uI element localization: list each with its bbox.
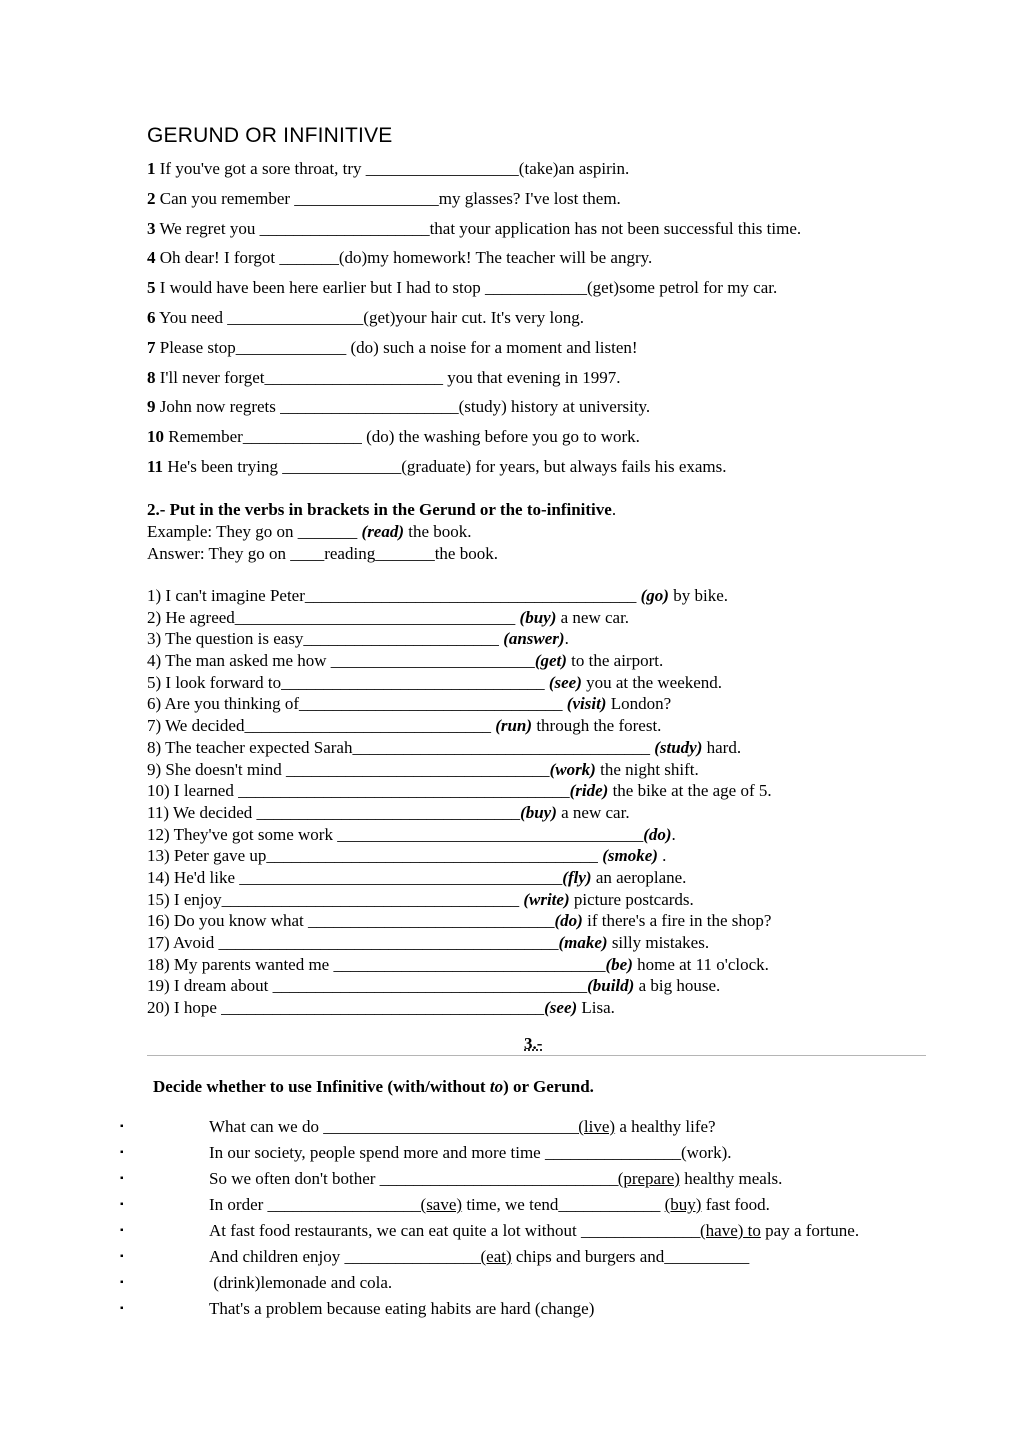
item-segment: a healthy life? [615, 1117, 716, 1136]
item-verb: (see) [548, 672, 582, 692]
item-text: 4) The man asked me how ________________________ [147, 651, 535, 671]
list-item [147, 932, 987, 954]
list-item [147, 975, 987, 997]
item-tail: London? [606, 694, 672, 714]
item-text: 5) I look forward to_______________________________ [147, 672, 549, 692]
item-tail: picture postcards. [569, 889, 694, 909]
bullet-item [0, 1297, 1020, 1323]
item-tail: . [657, 846, 667, 866]
list-item [147, 780, 987, 802]
bullet-item [0, 1167, 1020, 1193]
item-segment: pay a fortune. [760, 1221, 860, 1240]
exercise-1-item [147, 278, 987, 308]
list-item [147, 607, 987, 629]
exercise-1-item [147, 457, 987, 487]
item-verb: (ride) [569, 781, 609, 801]
item-number: 3 [147, 218, 156, 238]
item-tail: . [671, 824, 676, 844]
page-title: GERUND OR INFINITIVE [147, 124, 393, 147]
item-verb: (save) [420, 1195, 463, 1214]
list-item [147, 693, 987, 715]
heading-emphasis: to [489, 1077, 504, 1096]
example-verb: (read) [361, 522, 405, 541]
item-text: 14) He'd like ______________________________________ [147, 867, 563, 887]
item-verb: (work) [549, 759, 596, 779]
item-tail: Lisa. [577, 998, 615, 1018]
heading-tail: ) or Gerund. [503, 1077, 594, 1096]
bullet-icon: ▪ [120, 1199, 124, 1210]
item-text: 2) He agreed_________________________________ [147, 607, 520, 627]
item-text: 16) Do you know what _____________________________ [147, 911, 555, 931]
item-text: (drink)lemonade and cola. [209, 1273, 393, 1292]
list-item [147, 824, 987, 846]
item-text: 13) Peter gave up_______________________________________ [147, 846, 603, 866]
item-segment: fast food. [701, 1195, 770, 1214]
bullet-icon: ▪ [120, 1121, 124, 1132]
item-verb: (answer) [503, 629, 565, 649]
bullet-icon: ▪ [120, 1225, 124, 1236]
bullet-icon: ▪ [120, 1277, 124, 1288]
item-verb: (do) [554, 911, 583, 931]
item-text: 15) I enjoy___________________________________ [147, 889, 524, 909]
exercise-3-list [0, 1115, 1020, 1323]
bullet-icon: ▪ [120, 1147, 124, 1158]
item-text: 17) Avoid ________________________________________ [147, 933, 559, 952]
item-tail: a big house. [634, 976, 721, 996]
bullet-item [0, 1115, 1020, 1141]
item-verb: (make) [558, 933, 608, 952]
item-verb: (eat) [480, 1247, 512, 1266]
item-verb: (have) [700, 1221, 744, 1240]
bullet-item [0, 1141, 1020, 1167]
item-verb: (prepare) [617, 1169, 680, 1188]
item-segment: So we often don't bother ____________________________ [209, 1169, 618, 1188]
item-text: Please stop_____________ (do) such a noise for a moment and listen! [159, 337, 638, 357]
item-verb: (be) [605, 954, 633, 974]
item-number: 6 [147, 307, 156, 327]
item-verb: (write) [523, 889, 570, 909]
exercise-1-item [147, 219, 987, 249]
bullet-icon: ▪ [120, 1173, 124, 1184]
item-segment: And children enjoy ________________ [209, 1247, 481, 1266]
example-text: Example: They go on _______ [147, 522, 362, 541]
item-number: 11 [147, 456, 164, 476]
item-tail: the bike at the age of 5. [608, 781, 772, 801]
item-text: 3) The question is easy_______________________ [147, 629, 504, 649]
item-tail: through the forest. [532, 716, 662, 736]
bullet-icon: ▪ [120, 1303, 124, 1314]
item-text: 8) The teacher expected Sarah___________________________________ [147, 737, 655, 757]
item-text: In our society, people spend more and more time ________________(work). [209, 1143, 732, 1162]
item-tail: you at the weekend. [581, 672, 723, 692]
item-text: 7) We decided_____________________________ [147, 716, 496, 736]
item-text [209, 1167, 782, 1191]
bullet-item [0, 1193, 1020, 1219]
list-item [147, 737, 987, 759]
item-text: 6) Are you thinking of_______________________________ [147, 694, 567, 714]
item-tail: by bike. [668, 586, 728, 605]
item-verb: (do) [643, 824, 672, 844]
item-number: 9 [147, 397, 156, 417]
item-verb: (study) [654, 737, 703, 757]
exercise-1-item [147, 338, 987, 368]
item-number: 1 [147, 159, 156, 178]
item-text: 20) I hope ______________________________________ [147, 998, 545, 1018]
item-verb: (get) [534, 651, 567, 671]
list-item [147, 715, 987, 737]
item-tail: hard. [702, 737, 742, 757]
example-line [147, 521, 987, 543]
item-number: 4 [147, 248, 156, 268]
exercise-1-item [147, 189, 987, 219]
item-verb: (live) [578, 1117, 616, 1136]
exercise-3-heading [153, 1077, 594, 1097]
item-tail: the night shift. [595, 759, 699, 779]
item-text [209, 1193, 770, 1217]
example-tail: the book. [404, 522, 472, 541]
item-tail: if there's a fire in the shop? [582, 911, 772, 931]
item-text: John now regrets _____________________(study) history at university. [159, 397, 651, 417]
item-number: 8 [147, 367, 156, 387]
list-item [147, 628, 987, 650]
item-tail: to the airport. [566, 651, 664, 671]
item-text: 18) My parents wanted me ________________________________ [147, 954, 606, 974]
item-tail: a new car. [556, 607, 630, 627]
item-number: 10 [147, 427, 164, 447]
item-text: We regret you ____________________that your application has not been successful this time. [159, 218, 802, 238]
item-segment: time, we tend____________ [462, 1195, 665, 1214]
exercise-1-item [147, 308, 987, 338]
item-segment: healthy meals. [679, 1169, 783, 1188]
list-item [147, 585, 987, 607]
item-verb: (visit) [566, 694, 607, 714]
item-segment: In order __________________ [209, 1195, 421, 1214]
list-item [147, 650, 987, 672]
exercise-2-heading-end: . [611, 500, 617, 519]
item-verb: (smoke) [602, 846, 658, 866]
item-number: 2 [147, 188, 156, 208]
item-text: 12) They've got some work ____________________________________ [147, 824, 644, 844]
answer-blank: __________ [664, 1247, 750, 1266]
item-tail: home at 11 o'clock. [632, 954, 769, 974]
list-item [147, 867, 987, 889]
list-item [147, 997, 987, 1019]
exercise-1-item [147, 368, 987, 398]
item-verb: (buy) [519, 607, 557, 627]
item-text: I would have been here earlier but I had to stop ____________(get)some petrol for my car. [159, 278, 778, 298]
bullet-item [0, 1245, 1020, 1271]
exercise-2-heading-text: 2.- Put in the verbs in brackets in the Gerund or the to-infinitive [147, 500, 612, 519]
list-item [147, 954, 987, 976]
section-3-label: 3.- [524, 1034, 543, 1053]
bullet-item [0, 1271, 1020, 1297]
list-item [147, 845, 987, 867]
item-text: If you've got a sore throat, try __________________(take)an aspirin. [159, 159, 630, 178]
item-segment: At fast food restaurants, we can eat quite a lot without ______________ [209, 1221, 700, 1240]
heading-text: Decide whether to use Infinitive (with/without [153, 1077, 490, 1096]
item-text: Oh dear! I forgot _______(do)my homework! The teacher will be angry. [159, 248, 653, 268]
item-verb: (go) [640, 586, 669, 605]
item-segment: What can we do ______________________________ [209, 1117, 579, 1136]
exercise-2 [147, 499, 987, 1019]
item-verb: (buy) [520, 802, 557, 822]
item-text: 1) I can't imagine Peter_______________________________________ [147, 586, 641, 605]
item-text: 10) I learned _______________________________________ [147, 781, 570, 801]
exercise-2-list [147, 585, 987, 1019]
item-verb: (fly) [562, 867, 592, 887]
item-text: Can you remember _________________my glasses? I've lost them. [159, 188, 621, 208]
list-item [147, 672, 987, 694]
item-text: 9) She doesn't mind _______________________________ [147, 759, 550, 779]
item-text: 11) We decided _______________________________ [147, 802, 521, 822]
exercise-1-item [147, 159, 987, 189]
bullet-icon: ▪ [120, 1251, 124, 1262]
list-item [147, 910, 987, 932]
item-number: 5 [147, 278, 156, 298]
list-item [147, 802, 987, 824]
item-tail: a new car. [556, 802, 630, 822]
list-item [147, 889, 987, 911]
exercise-1 [147, 159, 987, 487]
item-segment: chips and burgers and [511, 1247, 665, 1266]
exercise-1-item [147, 397, 987, 427]
item-text: That's a problem because eating habits are hard (change) [209, 1299, 595, 1318]
item-verb: (buy) [664, 1195, 702, 1214]
exercise-2-heading [147, 499, 987, 521]
item-tail: an aeroplane. [591, 867, 687, 887]
answer-line: Answer: They go on ____reading_______the book. [147, 544, 498, 563]
item-text: I'll never forget_____________________ you that evening in 1997. [159, 367, 621, 387]
bullet-item [0, 1219, 1020, 1245]
item-text [209, 1245, 749, 1269]
item-text: You need ________________(get)your hair cut. It's very long. [159, 307, 584, 327]
item-text: Remember______________ (do) the washing before you go to work. [168, 427, 640, 447]
list-item [147, 759, 987, 781]
divider [147, 1055, 926, 1056]
item-text [209, 1115, 716, 1139]
item-text: 19) I dream about _____________________________________ [147, 976, 588, 996]
item-text [209, 1219, 859, 1243]
item-segment: to [743, 1221, 761, 1240]
item-tail: . [564, 629, 569, 649]
item-text: He's been trying ______________(graduate) for years, but always fails his exams. [167, 456, 727, 476]
exercise-1-item [147, 248, 987, 278]
item-verb: (run) [495, 716, 533, 736]
item-verb: (build) [587, 976, 635, 996]
item-verb: (see) [544, 998, 578, 1018]
item-number: 7 [147, 337, 156, 357]
exercise-1-item [147, 427, 987, 457]
item-tail: silly mistakes. [607, 933, 710, 952]
